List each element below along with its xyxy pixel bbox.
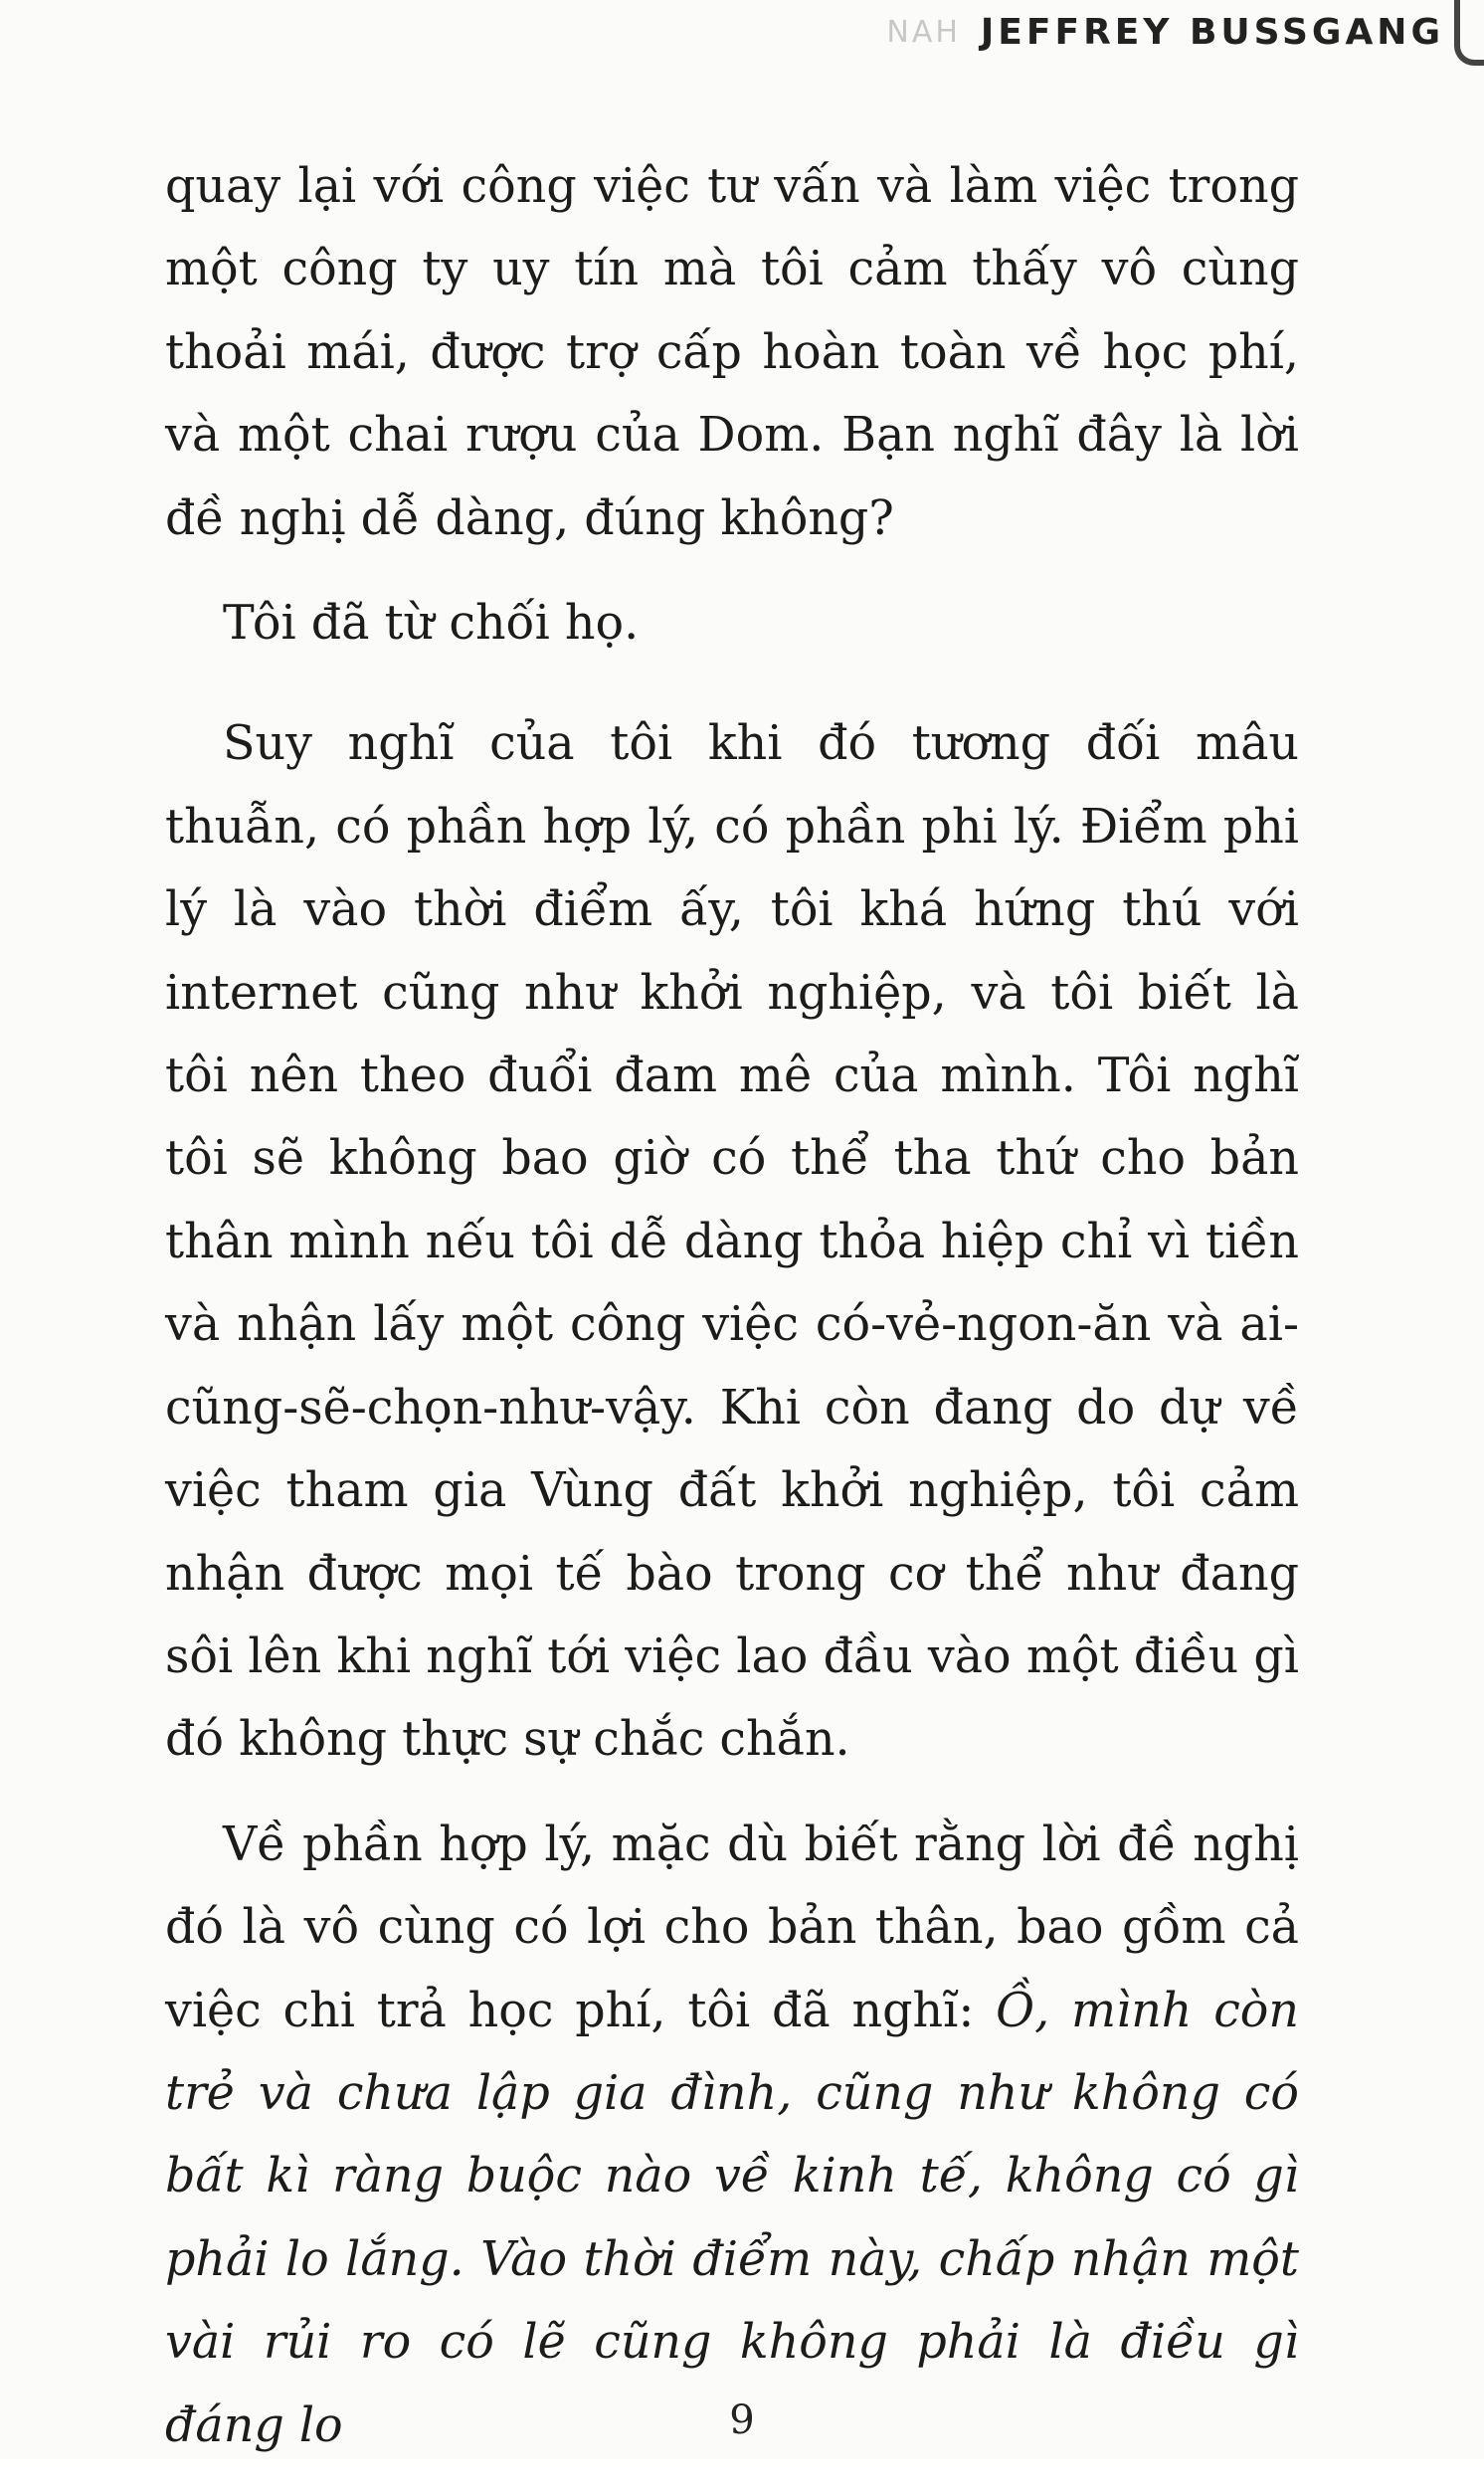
body-text	[165, 145, 1299, 2489]
corner-ornament	[1454, 0, 1484, 66]
paragraph-1: quay lại với công việc tư vấn và làm việc trong một công ty uy tín mà tôi cảm thấy vô cùng thoải mái, được trợ cấp hoàn toàn về học phí, và một chai rượu của Dom. Bạn nghĩ đây là lời đề nghị dễ dàng, đúng không?	[165, 159, 1299, 546]
paragraph-3: Suy nghĩ của tôi khi đó tương đối mâu thuẫn, có phần hợp lý, có phần phi lý. Điểm phi lý là vào thời điểm ấy, tôi khá hứng thú với internet cũng như khởi nghiệp, và tôi biết là tôi nên theo đuổi đam mê của mình. Tôi nghĩ tôi sẽ không bao giờ có thể tha thứ cho bản thân mình nếu tôi dễ dàng thỏa hiệp chỉ vì tiền và nhận lấy một công việc có-vẻ-ngon-ăn và ai-cũng-sẽ-chọn-như-vậy. Khi còn đang do dự về việc tham gia Vùng đất khởi nghiệp, tôi cảm nhận được mọi tế bào trong cơ thể như đang sôi lên khi nghĩ tới việc lao đầu vào một điều gì đó không thực sự chắc chắn.	[165, 716, 1299, 1768]
paragraph-4	[165, 1804, 1299, 2467]
page-number: 9	[729, 2397, 755, 2443]
paragraph-4-italic: Ồ, mình còn trẻ và chưa lập gia đình, cũng như không có bất kì ràng buộc nào về kinh tế, không có gì phải lo lắng. Vào thời điểm này, chấp nhận một vài rủi ro có lẽ cũng không phải là điều gì đáng lo	[165, 1983, 1299, 2453]
author-name: JEFFREY BUSSGANG	[980, 12, 1444, 53]
paragraph-4-roman: Về phần hợp lý, mặc dù biết rằng lời đề nghị đó là vô cùng có lợi cho bản thân, bao gồm cả việc chi trả học phí, tôi đã nghĩ:	[165, 1817, 1299, 2038]
header-bleed-text: NAH	[886, 15, 961, 50]
running-header	[886, 12, 1444, 53]
paragraph-2: Tôi đã từ chối họ.	[223, 596, 640, 652]
